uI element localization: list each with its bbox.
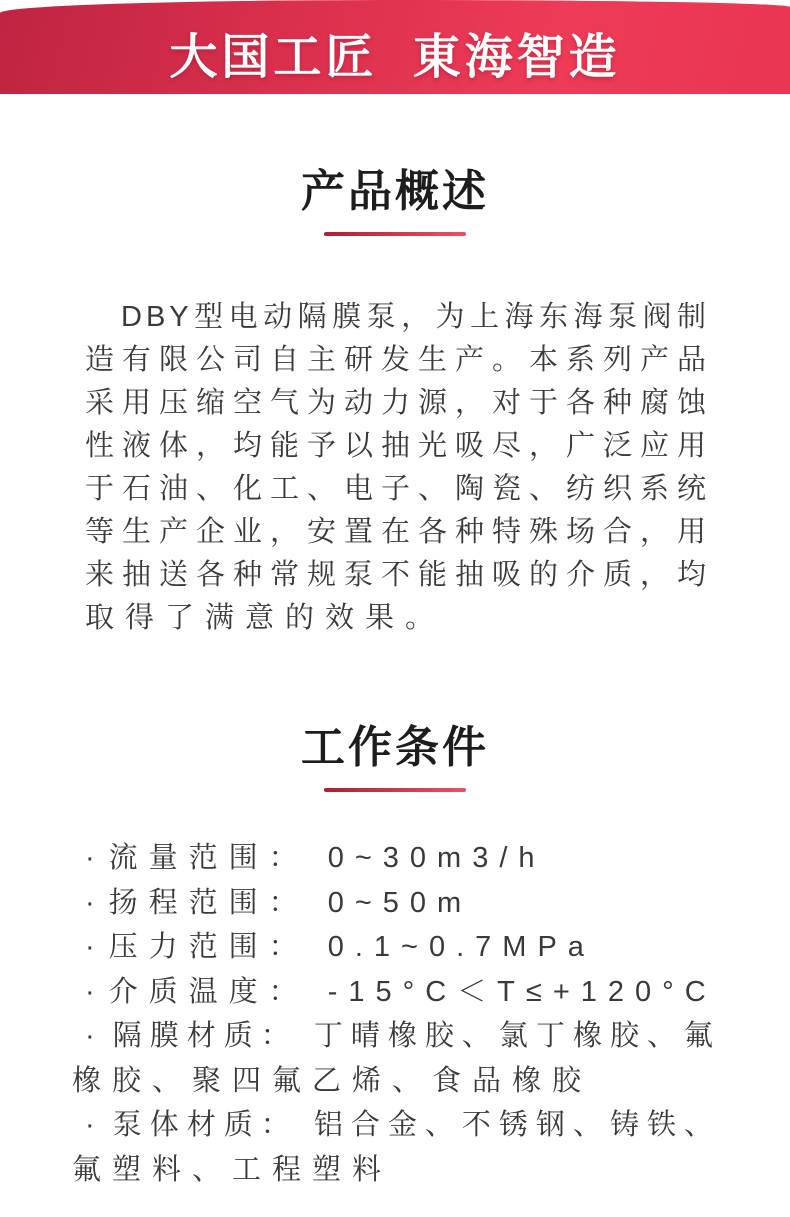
bullet-dot: · xyxy=(85,975,95,1008)
spec-item-line xyxy=(72,1103,717,1148)
spec-item-line xyxy=(72,1014,717,1059)
spec-item-line xyxy=(72,836,717,881)
text-line: 采用压缩空气为动力源，对于各种腐蚀 xyxy=(85,387,710,419)
spec-item-text: 压力范围： 0.1~0.7MPa xyxy=(108,931,595,963)
top-banner xyxy=(0,0,790,94)
overview-paragraph xyxy=(85,296,710,640)
bullet-dot: · xyxy=(85,842,95,874)
section-title-conditions: 工作条件 xyxy=(301,723,489,772)
spec-item-text: 泵体材质： 铝合金、不锈钢、铸铁、 xyxy=(108,1109,717,1141)
spec-item-line xyxy=(72,925,717,970)
banner-title: 大国工匠 東海智造 xyxy=(169,30,621,84)
spec-item-line xyxy=(72,970,717,1015)
text-line: 橡胶、聚四氟乙烯、食品橡胶 xyxy=(72,1064,593,1097)
bullet-dot: · xyxy=(85,1109,95,1141)
text-line: 氟塑料、工程塑料 xyxy=(72,1153,393,1186)
spec-item-text: 流量范围： 0~30m3/h xyxy=(108,842,546,874)
section-working-conditions xyxy=(0,724,790,1192)
text-line: 于石油、化工、电子、陶瓷、纺织系统 xyxy=(85,473,710,505)
section-title-overview: 产品概述 xyxy=(301,167,489,216)
text-line: DBY型电动隔膜泵，为上海东海泵阀制 xyxy=(121,301,710,333)
spec-item-text: 隔膜材质： 丁晴橡胶、氯丁橡胶、氟 xyxy=(108,1020,717,1052)
text-line: 来抽送各种常规泵不能抽吸的介质，均 xyxy=(85,559,710,591)
text-line: 等生产企业，安置在各种特殊场合，用 xyxy=(85,516,710,548)
text-line: 造有限公司自主研发生产。本系列产品 xyxy=(85,344,710,376)
spec-item-text: 介质温度： -15°C＜T≤+120°C xyxy=(108,975,717,1008)
spec-item-text: 扬程范围： 0~50m xyxy=(108,886,473,919)
bullet-dot: · xyxy=(85,931,95,963)
title-underline xyxy=(324,232,466,236)
conditions-spec-list xyxy=(72,836,717,1192)
section-product-overview xyxy=(0,168,790,640)
text-line: 性液体，均能予以抽光吸尽，广泛应用 xyxy=(85,430,710,462)
bullet-dot: · xyxy=(85,1020,95,1052)
title-underline xyxy=(324,788,466,792)
text-line: 取得了满意的效果。 xyxy=(85,602,446,634)
bullet-dot: · xyxy=(85,886,95,919)
spec-item-line xyxy=(72,881,717,926)
